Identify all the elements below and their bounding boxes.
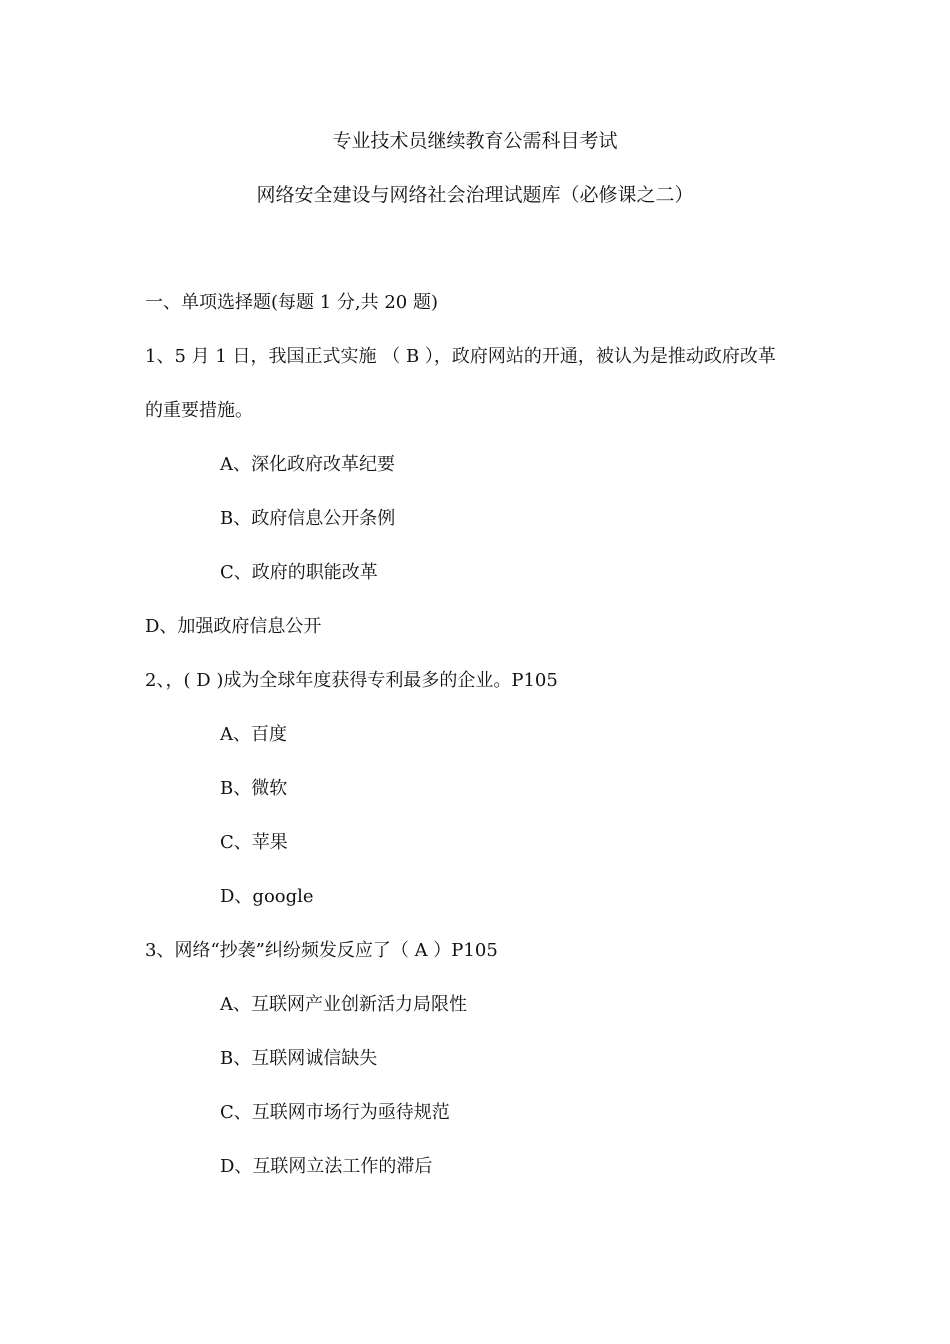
question-1-stem-line-1: 1、5 月 1 日，我国正式实施 （ B ），政府网站的开通，被认为是推动政府改革 [145, 346, 776, 367]
question-1-stem-line-2: 的重要措施。 [145, 400, 253, 421]
question-1-option-d: D、加强政府信息公开 [145, 616, 322, 637]
question-3-stem: 3、网络“抄袭”纠纷频发反应了（ A ）P105 [145, 940, 498, 961]
question-3-option-c: C、互联网市场行为亟待规范 [220, 1102, 450, 1123]
question-3-option-b: B、互联网诚信缺失 [220, 1048, 378, 1069]
question-2-option-b: B、微软 [220, 778, 288, 799]
document-subtitle: 网络安全建设与网络社会治理试题库（必修课之二） [256, 184, 694, 206]
question-1-option-a: A、深化政府改革纪要 [220, 454, 395, 475]
question-1-option-b: B、政府信息公开条例 [220, 508, 396, 529]
question-3-option-a: A、互联网产业创新活力局限性 [220, 994, 467, 1015]
question-3-option-d: D、互联网立法工作的滞后 [220, 1156, 433, 1177]
question-2-option-a: A、百度 [220, 724, 287, 745]
document-title: 专业技术员继续教育公需科目考试 [332, 130, 618, 152]
question-2-option-d: D、google [220, 886, 314, 907]
question-2-stem: 2、，( D )成为全球年度获得专利最多的企业。P105 [145, 670, 558, 691]
section-heading: 一、单项选择题(每题 1 分,共 20 题) [145, 292, 439, 313]
question-2-option-c: C、苹果 [220, 832, 288, 853]
question-1-option-c: C、政府的职能改革 [220, 562, 378, 583]
